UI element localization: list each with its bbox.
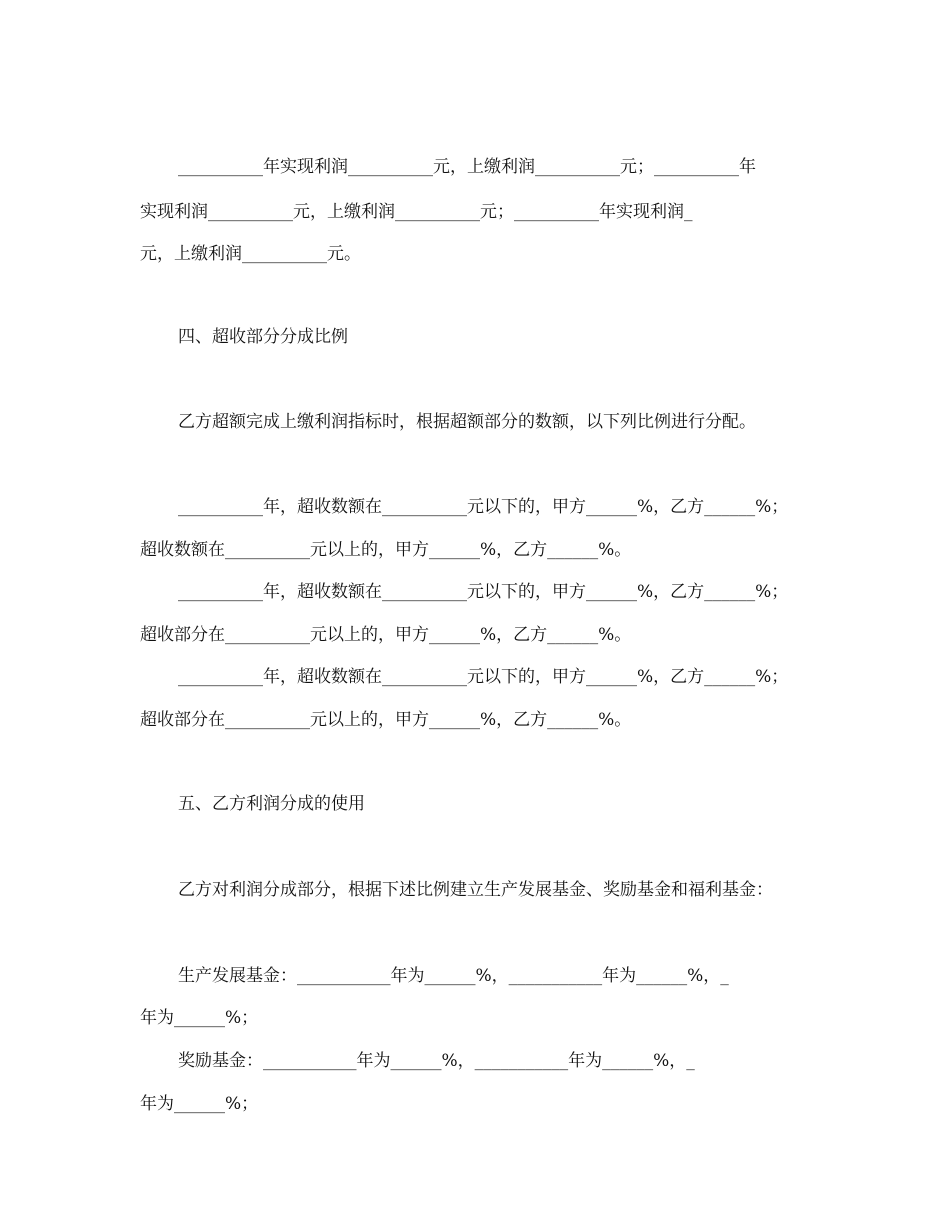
profit-text-line-1: __________年实现利润__________元，上缴利润__________元；__________年 xyxy=(178,157,756,177)
excess-line-2b: 超收部分在__________元以上的，甲方______%，乙方______%。 xyxy=(140,625,632,645)
excess-line-3a: __________年，超收数额在__________元以下的，甲方______%，乙方______%； xyxy=(178,667,789,687)
development-fund-line: 生产发展基金：___________年为______%，___________年为______%，_ xyxy=(178,966,729,986)
section-heading-4: 四、超收部分分成比例 xyxy=(178,327,348,347)
excess-line-1b: 超收数额在__________元以上的，甲方______%，乙方______%。 xyxy=(140,540,632,560)
section-heading-5: 五、乙方利润分成的使用 xyxy=(178,794,365,814)
fund-intro: 乙方对利润分成部分，根据下述比例建立生产发展基金、奖励基金和福利基金： xyxy=(178,880,773,900)
bonus-fund-line: 奖励基金：___________年为______%，___________年为______%，_ xyxy=(178,1051,695,1071)
excess-line-1a: __________年，超收数额在__________元以下的，甲方______%，乙方______%； xyxy=(178,497,789,517)
profit-text-line-3: 元，上缴利润__________元。 xyxy=(140,244,361,264)
allocation-intro: 乙方超额完成上缴利润指标时，根据超额部分的数额，以下列比例进行分配。 xyxy=(178,412,756,432)
profit-text-line-2: 实现利润__________元，上缴利润__________元；__________年实现利润_ xyxy=(140,202,693,222)
development-fund-line-cont: 年为______%； xyxy=(140,1008,259,1028)
excess-line-2a: __________年，超收数额在__________元以下的，甲方______%，乙方______%； xyxy=(178,582,789,602)
bonus-fund-line-cont: 年为______%； xyxy=(140,1094,259,1114)
excess-line-3b: 超收部分在__________元以上的，甲方______%，乙方______%。 xyxy=(140,710,632,730)
